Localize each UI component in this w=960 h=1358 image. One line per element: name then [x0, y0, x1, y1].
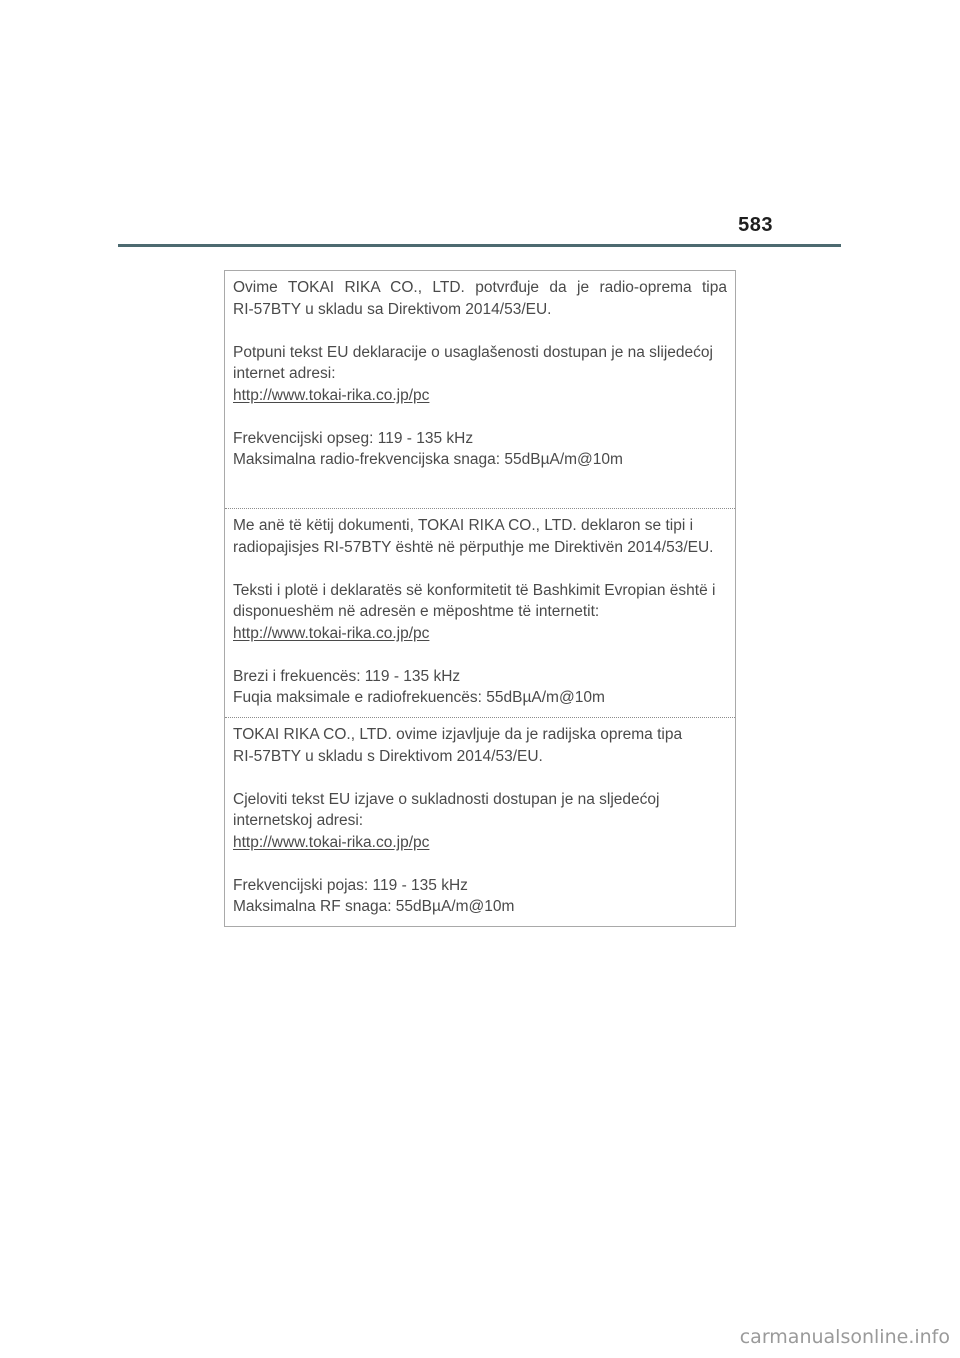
paragraph-line: RI-57BTY u skladu s Direktivom 2014/53/EU.	[233, 747, 543, 765]
spec-power: Maksimalna radio-frekvencijska snaga: 55dBµA/m@10m	[233, 451, 623, 468]
paragraph-line: TOKAI RIKA CO., LTD. ovime izjavljuje da je radijska oprema tipa	[233, 726, 683, 743]
page-number: 583	[738, 214, 773, 236]
paragraph-line: Potpuni tekst EU deklaracije o usaglašenosti dostupan je na slijedećoj	[233, 343, 713, 361]
spec-frequency: Brezi i frekuencës: 119 - 135 kHz	[233, 667, 461, 685]
spec-frequency: Frekvencijski opseg: 119 - 135 kHz	[233, 429, 474, 447]
declaration-link[interactable]: http://www.tokai-rika.co.jp/pc	[233, 833, 430, 851]
spec-frequency: Frekvencijski pojas: 119 - 135 kHz	[233, 876, 468, 894]
declaration-box	[224, 270, 736, 927]
declaration-section-croatian	[225, 717, 735, 926]
paragraph-line: internet adresi:	[233, 365, 336, 382]
paragraph-line: disponueshëm në adresën e mëposhtme të internetit:	[233, 603, 600, 620]
declaration-section-albanian	[225, 508, 735, 717]
paragraph-line: Teksti i plotë i deklaratës së konformitetit të Bashkimit Evropian është i	[233, 581, 716, 599]
paragraph-line: Me anë të këtij dokumenti, TOKAI RIKA CO., LTD. deklaron se tipi i	[233, 517, 694, 534]
spec-power: Fuqia maksimale e radiofrekuencës: 55dBµA/m@10m	[233, 689, 605, 706]
header-rule	[118, 244, 841, 247]
watermark: carmanualsonline.info	[739, 1326, 950, 1348]
declaration-section-bosnian	[225, 271, 735, 508]
declaration-link[interactable]: http://www.tokai-rika.co.jp/pc	[233, 386, 430, 404]
paragraph-line: radiopajisjes RI-57BTY është në përputhje me Direktivën 2014/53/EU.	[233, 538, 714, 556]
paragraph-line: Cjeloviti tekst EU izjave o sukladnosti dostupan je na sljedećoj	[233, 790, 660, 808]
paragraph-line: RI-57BTY u skladu sa Direktivom 2014/53/EU.	[233, 300, 552, 318]
paragraph-line: Ovime TOKAI RIKA CO., LTD. potvrđuje da je radio-oprema tipa	[233, 279, 727, 296]
declaration-link[interactable]: http://www.tokai-rika.co.jp/pc	[233, 624, 430, 642]
spec-power: Maksimalna RF snaga: 55dBµA/m@10m	[233, 898, 515, 915]
paragraph-line: internetskoj adresi:	[233, 812, 364, 829]
